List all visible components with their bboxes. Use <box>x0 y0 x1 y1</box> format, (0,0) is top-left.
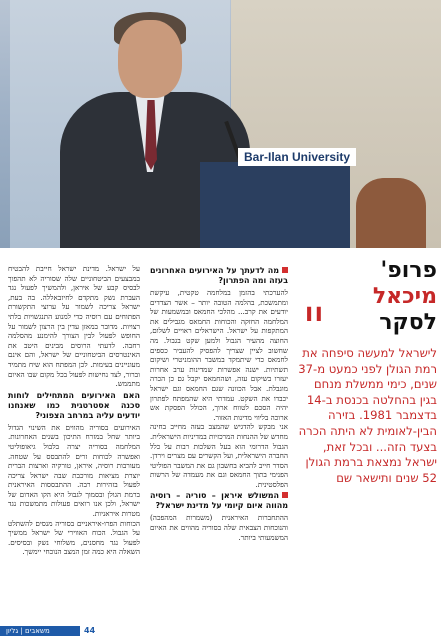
profile-title-rank: פרופ' <box>380 258 437 283</box>
page-number: 44 <box>84 626 96 635</box>
audience-member <box>356 178 426 248</box>
article-photo <box>0 0 441 248</box>
answer-paragraph: ההתחברות האיראנית (משמרות המהפכה) והנוכחות הצבאית שלה בסוריה מהווים את האיום המשמעותי ביותר. <box>150 513 288 542</box>
speaker-head <box>118 20 182 98</box>
article-column-left <box>8 264 140 557</box>
question-heading-gaza: מה לדעתך על האירועים האחרונים בעזה ומה הפתרון? <box>150 266 288 285</box>
answer-paragraph: להערכתי בהזמן במלחמה טקטית, עיקשת ומתמשכת, בהלמה הטובה יותר – אשר הצדדים יודעים את קרב... מהלכי החמאס ובמשמעות של המלחמה החזקה והכוחות החמאס מגבילים את המתקפות על ישראל. הישראלים ראויים לשלום, החוצה מהעיר הגבול ולמען שקט בגבול. מה שחשוב לציין שצריך להפסיק להעביר כספים לחמאס כדי שיתמקד במשבר ההומניטרי ושיקום תשתיות. ישנה אפשרות שמדינות ערב אחרות יעזרו בשיקום עזה, ושהחמאס יקבל גם כן הכרה מוגבלת. אבל הכוונה שגם החמאס וגם ישראל יכבדו את השקט. עמדתי היא שהמפתח לפתרון יהיה הסכם לטווח ארוך, הכולל הפסקת אש ארוכה בליווי מדינות האזור. <box>150 288 288 422</box>
quote-mark-icon: " <box>302 298 326 358</box>
question-heading-north: האם האירועים המתחילים לוחות סכנה אסטרטגית כמו שאנחנו יודעים עליה במרחב הצפוני? <box>8 390 140 420</box>
podium <box>200 162 350 248</box>
article-column-middle <box>150 264 288 542</box>
page-footer <box>0 624 441 640</box>
answer-paragraph: הכוחות הפרו-איראניים בסוריה מנסים להשתלט על הגבול. הכוח האווירי של ישראל ממשיך לפעול נגד מחסנים, משלוחי נשק ובסיסים. השאלה היא כמה זמן המצב הנוכחי יימשך. <box>8 518 140 557</box>
podium-sign: Bar-Ilan University <box>238 148 356 166</box>
profile-title-last-name: לסקר <box>379 310 437 335</box>
footer-magazine-label: משאבים | גליון <box>6 627 50 635</box>
answer-paragraph: על ישראל. מדינת ישראל חייבת להבטיח במבצעים הביטחוניים שלה שסוריה לא תהפוך לבסיס קבע של איראן, ולהמשיך לפעול נגד העברת נשק מתקדם לחיזבאללה. בה בעת, ישראל צריכה לשמור על ערוצי התקשורת הפתוחים עם רוסיה כדי למנוע התנגשויות בלתי רצויות. מדובר במאזן עדין בין הרצון לשמור על החופש לפעול לבין הצורך להימנע מהסלמה רחבה. לדעתי הרוסים מבינים היטב את האינטרסים הביטחוניים של ישראל, והם אינם מעוניינים בעימות. לכן המפתח הוא שיח מתמיד וברור, לצד נחישות לפעול בכל מקום שבו האיום מתממש. <box>8 264 140 389</box>
profile-sidebar <box>298 258 437 486</box>
profile-pull-quote: לישראל למעשה סיפחה את רמת הגולן לפני כמעט מ-37 שנים, כימי ממשלת מנחם בגין בהחלטה בכנסת ב-14 בדצמבר 1981. בזירה הבין-לאומית לא היתה הכרה בצעד הזה... ובכל זאת, ישראל נמצאת ברמת הגולן 52 שנים ותישאר שם <box>298 346 437 485</box>
profile-title-first-name: מיכאל <box>372 284 437 309</box>
question-heading-iran: המשולש איראן – סוריה – רוסיה מהווה איום קיומי על מדינת ישראל? <box>150 491 288 511</box>
answer-paragraph: אני מבקש להדגיש שהמצב בעזה מחייב בחינה מחדש של ההנחות המרכזיות במדיניות הישראלית. הגבול הדרומי הוא בעל השלכות רבות על כלל החברה הישראלית, ועל הקשרים עם מצרים וירדן. הסדר חייב להביא בחשבון גם את המשבר הפוליטי הפנימי בתוך החמאס וגם את מעמדה של הרשות הפלסטינית. <box>150 422 288 489</box>
answer-paragraph: האירועים בסוריה מהווים את השינוי הגדול ביותר שחל במזרח התיכון בשנים האחרונות. המלחמה בסוריה יצרה בלבול גיאופוליטי ואפשרה לכוחות זרים להתבסס על שטחה. מעורבות רוסיה, איראן, טורקיה וארצות הברית יוצרת מציאות מורכבת שבה ישראל צריכה לפעול בזהירות רבה. ההתבססות האיראנית ברמת הגולן ובסמוך לגבול היא הקו האדום של ישראל, ולכן אנו רואים פעולות מתמשכות נגד מטרות איראניות. <box>8 422 140 519</box>
